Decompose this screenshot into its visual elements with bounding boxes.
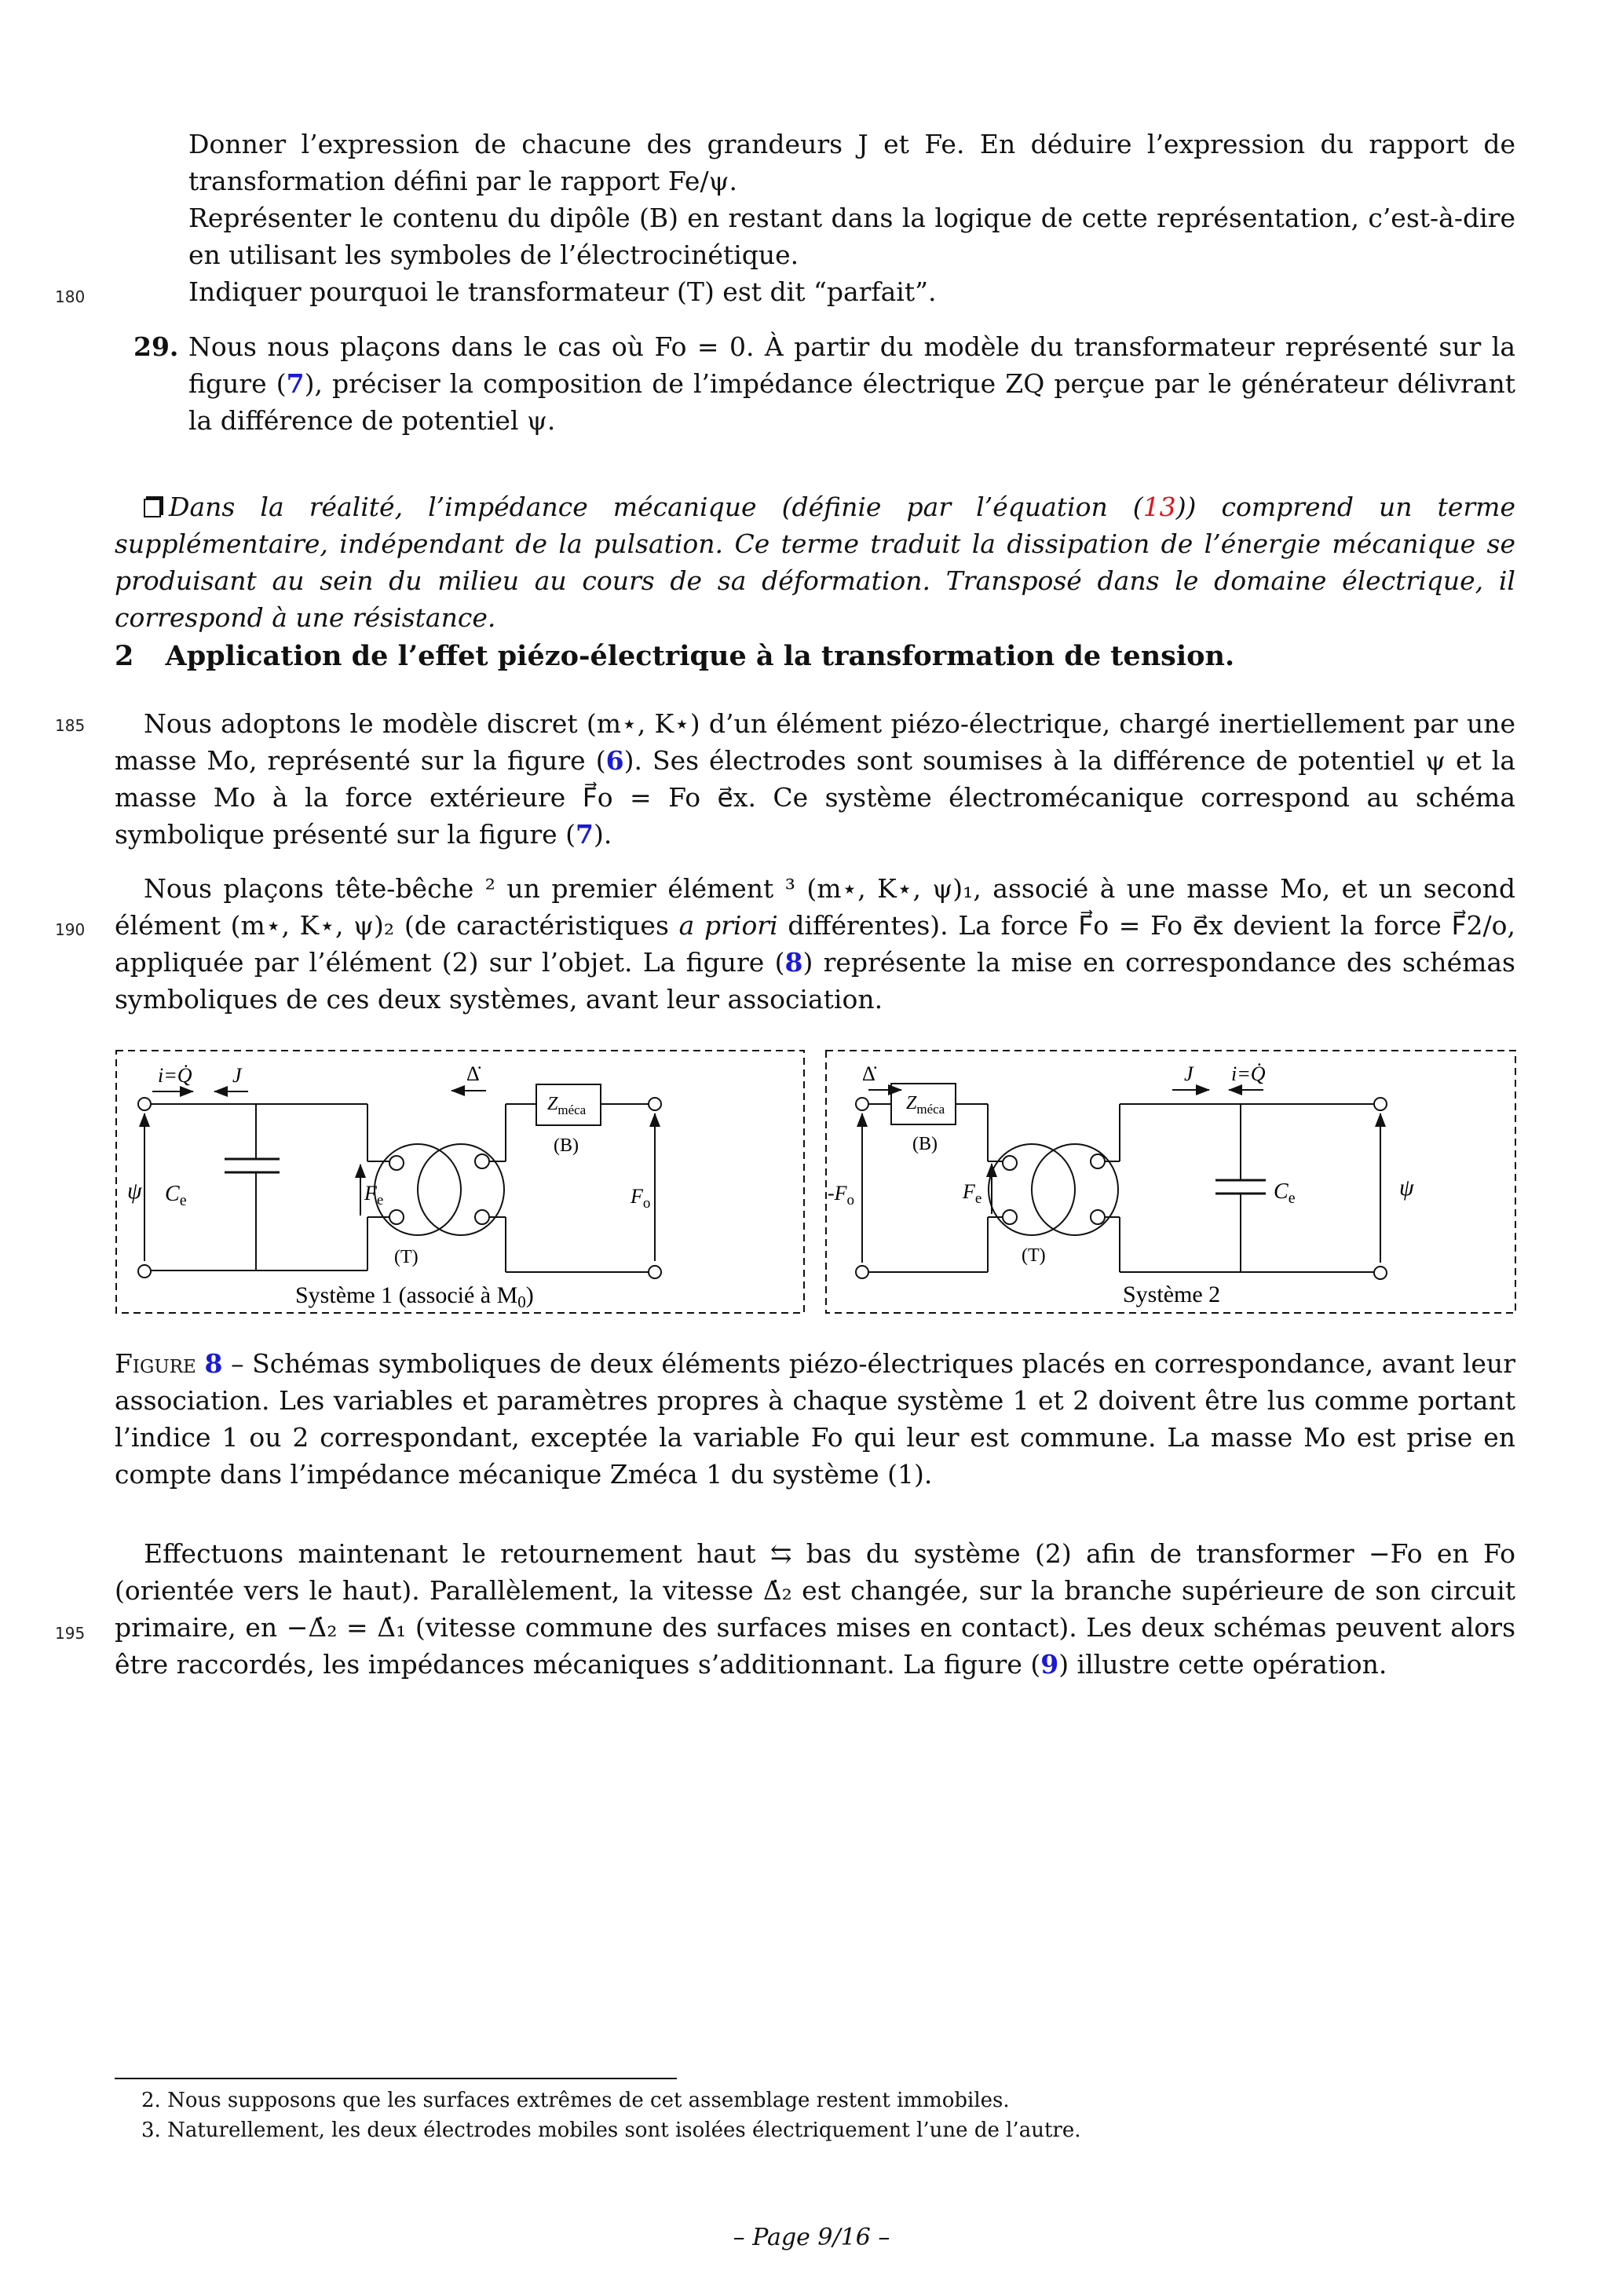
svg-text:J: J bbox=[232, 1064, 242, 1087]
svg-text:ψ: ψ bbox=[127, 1178, 142, 1204]
page-number: – Page 9/16 – bbox=[733, 2224, 890, 2251]
remark-paragraph: Dans la réalité, l’impédance mécanique (définie par l’équation (13)) comprend un terme supplémentaire, indépendant de la pulsation. Ce terme traduit la dissipation de l’énergie mécanique se produisant au sein du milieu au cours de sa déformation. Transposé dans le domaine électrique, il correspond à une résistance. bbox=[115, 492, 1515, 633]
svg-text:i=Q̇: i=Q̇ bbox=[1231, 1062, 1266, 1085]
checkbox-square-icon bbox=[144, 499, 161, 517]
figure-link[interactable]: 9 bbox=[1040, 1649, 1059, 1680]
figure-caption: Figure 8 – Schémas symboliques de deux éléments piézo-électriques placés en correspondance, avant leur association. Les variables et paramètres propres à chaque système 1 et 2 doivent être lus comme portant l’indice 1 ou 2 correspondant, exceptée la variable Fo qui leur est commune. La masse Mo est prise en compte dans l’impédance mécanique Zméca 1 du système (1). bbox=[115, 1348, 1515, 1490]
figure-8-circuit-diagrams bbox=[115, 1049, 1517, 1319]
svg-text:Zméca: $Z_{méca}$ bbox=[906, 1093, 945, 1117]
paragraph-tete-beche: Nous plaçons tête-bêche ² un premier élément ³ (m⋆, K⋆, ψ)₁, associé à une masse Mo, et un second élément (m⋆, K⋆, ψ)₂ (de caractéristiques a priori différentes). La force F⃗o = Fo e⃗x devient la force F⃗2/o, appliquée par l’élément (2) sur l’objet. La figure (8) représente la mise en correspondance des schémas symboliques de ces deux systèmes, avant leur association. bbox=[115, 873, 1515, 1015]
line-number: 185 bbox=[55, 716, 86, 735]
figure-link[interactable]: 7 bbox=[576, 819, 594, 850]
footnote-3: 3. Naturellement, les deux électrodes mobiles sont isolées électriquement l’une de l’autre. bbox=[141, 2119, 1081, 2142]
figure-link[interactable]: 8 bbox=[784, 947, 803, 978]
svg-text:(B): (B) bbox=[912, 1134, 938, 1154]
question-continuation bbox=[188, 126, 1515, 310]
svg-text:Fe: $F_e$ bbox=[963, 1180, 982, 1207]
line-number: 180 bbox=[55, 287, 86, 306]
svg-text:(T): (T) bbox=[1022, 1245, 1046, 1266]
caption-label: Figure bbox=[115, 1348, 196, 1379]
svg-text:ψ: ψ bbox=[1399, 1175, 1414, 1201]
figure-link[interactable]: 6 bbox=[605, 745, 624, 776]
svg-text:Système 1 (associé à M0): Système 1 (associé à $M_0$) bbox=[295, 1282, 534, 1311]
intro-line-1: Donner l’expression de chacune des grandeurs J et Fe. En déduire l’expression du rapport de transformation défini par le rapport Fe/ψ. bbox=[188, 129, 1515, 196]
section-heading bbox=[115, 640, 1234, 672]
svg-text:Ce: $C_e$ bbox=[1274, 1179, 1296, 1207]
question-29: 29. Nous nous plaçons dans le cas où Fo = 0. À partir du modèle du transformateur représenté sur la figure (7), préciser la composition de l’impédance électrique ZQ perçue par le générateur délivrant la différence de potentiel ψ. bbox=[188, 328, 1515, 439]
section-number: 2 bbox=[115, 640, 134, 672]
paragraph-retournement: Effectuons maintenant le retournement haut ⇆ bas du système (2) afin de transformer −Fo en Fo (orientée vers le haut). Parallèlement, la vitesse Δ̇₂ est changée, sur la branche supérieure de son circuit primaire, en −Δ̇₂ = Δ̇₁ (vitesse commune des surfaces mises en contact). Les deux schémas peuvent alors être raccordés, les impédances mécaniques s’additionnant. La figure (9) illustre cette opération. bbox=[115, 1538, 1515, 1680]
equation-link[interactable]: 13 bbox=[1142, 492, 1176, 522]
paragraph-model: Nous adoptons le modèle discret (m⋆, K⋆) d’un élément piézo-électrique, chargé inertiellement par une masse Mo, représenté sur la figure (6). Ses électrodes sont soumises à la différence de potentiel ψ et la masse Mo à la force extérieure F⃗o = Fo e⃗x. Ce système électromécanique correspond au schéma symbolique présenté sur la figure (7). bbox=[115, 708, 1515, 850]
figure-number[interactable]: 8 bbox=[204, 1348, 223, 1379]
svg-text:J: J bbox=[1184, 1062, 1193, 1085]
line-number: 195 bbox=[55, 1624, 86, 1643]
svg-text:(T): (T) bbox=[394, 1247, 419, 1267]
line-number: 190 bbox=[55, 920, 86, 939]
svg-text:i=Q̇: i=Q̇ bbox=[158, 1064, 192, 1087]
svg-text:(B): (B) bbox=[554, 1135, 579, 1156]
svg-text:Fe: $F_e$ bbox=[364, 1182, 384, 1208]
svg-text:-Fo: $-F_o$ bbox=[828, 1182, 855, 1208]
intro-line-3: Indiquer pourquoi le transformateur (T) est dit “parfait”. bbox=[188, 276, 937, 307]
section-title: Application de l’effet piézo-électrique à la transformation de tension. bbox=[165, 640, 1235, 672]
footnote-2: 2. Nous supposons que les surfaces extrêmes de cet assemblage restent immobiles. bbox=[141, 2089, 1010, 2112]
svg-text:Fo: $F_o$ bbox=[631, 1185, 651, 1212]
system-1-diagram bbox=[116, 1051, 804, 1313]
system-2-diagram bbox=[826, 1051, 1515, 1313]
intro-line-2: Représenter le contenu du dipôle (B) en restant dans la logique de cette représentation, c’est-à-dire en utilisant les symboles de l’électrocinétique. bbox=[188, 203, 1515, 270]
svg-text:Δ̇: Δ̇ bbox=[466, 1062, 480, 1085]
figure-link[interactable]: 7 bbox=[286, 368, 305, 399]
question-number: 29. bbox=[133, 331, 179, 362]
svg-text:Système 2: Système 2 bbox=[1123, 1281, 1221, 1307]
svg-text:Zméca: $Z_{méca}$ bbox=[547, 1094, 587, 1117]
footnote-divider bbox=[115, 2078, 677, 2079]
svg-text:Ce: $C_e$ bbox=[165, 1182, 187, 1209]
svg-text:Δ̇: Δ̇ bbox=[862, 1062, 875, 1085]
